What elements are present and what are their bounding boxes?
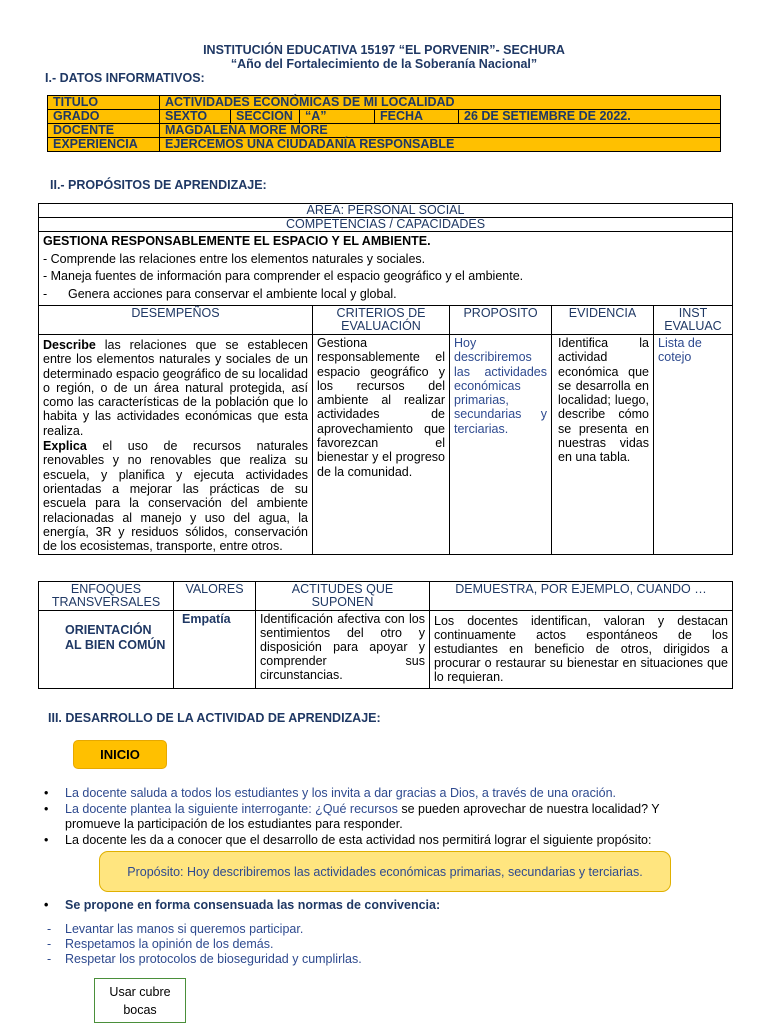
institution-title: INSTITUCIÓN EDUCATIVA 15197 “EL PORVENIR”- SECHURA [203,43,565,57]
bullet-icon: • [44,833,49,847]
info-value: MAGDALENA MORE MORE [160,124,721,138]
section-3-title: III. DESARROLLO DE LA ACTIVIDAD DE APRENDIZAJE: [48,711,381,725]
evidencia-cell: Identifica la actividad económica que se desarrolla en localidad; luego, describe cómo se presenta en nuestras vidas en una tabla. [552,335,654,555]
capacidad-item: - Comprende las relaciones entre los elementos naturales y sociales. [43,251,426,266]
area-header: AREA: PERSONAL SOCIAL [39,204,733,218]
criterio-cell: Gestiona responsablemente el espacio geográfico y los recursos del ambiente al realizar actividades de aprovechamiento que favorezcan el bienestar y el progreso de la comunidad. [313,335,450,555]
list-item [44,802,724,817]
normas-heading [44,898,441,913]
info-value: EJERCEMOS UNA CIUDADANÍA RESPONSABLE [160,138,721,152]
norma-text: Levantar las manos si queremos participar. [65,922,304,936]
year-motto: “Año del Fortalecimiento de la Soberanía Nacional” [230,57,538,71]
bullet-text: La docente les da a conocer que el desarrollo de esta actividad nos permitirá lograr el siguiente propósito: [65,833,652,847]
bullet-text: se pueden aprovechar de nuestra localidad? Y [397,802,660,816]
instrumento-cell: Lista de cotejo [654,335,733,555]
desempeno-verb: Explica [43,439,87,454]
col-inst: INST EVALUAC [654,306,733,335]
proposito-box: Propósito: Hoy describiremos las actividades económicas primarias, secundarias y terciarias. [99,851,671,892]
col-criterios: CRITERIOS DE EVALUACIÓN [313,306,450,335]
bullet-text: La docente saluda a todos los estudiantes y los invita a dar gracias a Dios, a través de una oración. [65,786,617,800]
info-label: FECHA [375,110,459,123]
desempeno-text: las relaciones que se establecen entre los elementos naturales y sociales de un determinado espacio geográfico de su localidad o región, o de un área natural protegida, así como las características de la población que lo habita y las actividades económicas que esta realiza. [43,338,308,438]
capacidad-item: - Maneja fuentes de información para comprender el espacio geográfico y el ambiente. [43,269,524,283]
enfoque-cell: ORIENTACIÓN AL BIEN COMÚN [39,611,174,689]
info-label: GRADO [48,110,160,124]
info-row-experiencia [48,138,721,152]
info-value: “A” [300,110,375,124]
info-label: DOCENTE [48,124,160,138]
desempeno-text: el uso de recursos naturales renovables y no renovables que realiza su escuela, y planifica y ejecuta actividades orientadas a mejorar las prácticas de su escuela para la conservación del ambiente relacionadas al manejo y uso del agua, la energía, 3R y residuos sólidos, conservación de los ecosistemas, transporte, entre otros. [43,439,308,554]
norma-text: Respetamos la opinión de los demás. [65,937,274,951]
competencias-header: COMPETENCIAS / CAPACIDADES [39,218,733,232]
list-item [44,833,734,848]
valor-cell: Empatía [174,611,256,689]
bullet-icon: • [44,786,49,800]
bullet-text: La docente plantea la siguiente interrogante: ¿Qué recursos [65,802,398,816]
col-proposito: PROPOSITO [450,306,552,335]
col-demuestra: DEMUESTRA, POR EJEMPLO, CUANDO … [430,582,733,611]
bullet-icon: • [44,802,49,816]
info-value: 26 DE SETIEMBRE DE 2022. [464,109,631,123]
info-table [47,95,721,152]
purposes-table [38,203,733,555]
norma-item: - Levantar las manos si queremos participar. [47,922,304,936]
col-evidencia: EVIDENCIA [552,306,654,335]
enfoques-table [38,581,733,689]
bullet-icon: • [44,898,49,912]
section-1-title: I.- DATOS INFORMATIVOS: [45,71,205,85]
norma-item: - Respetamos la opinión de los demás. [47,937,274,951]
norma-item: - Respetar los protocolos de bioseguridad y cumplirlas. [47,952,362,966]
col-actitudes: ACTITUDES QUE SUPONEN [256,582,430,611]
list-item [44,786,617,801]
info-label: EXPERIENCIA [48,138,160,152]
desempeno-verb: Describe [43,338,96,352]
col-enfoques: ENFOQUES TRANSVERSALES [39,582,174,611]
col-desempenos: DESEMPEÑOS [39,306,313,335]
actitud-cell: Identificación afectiva con los sentimientos del otro y disposición para apoyar y comprender sus circunstancias. [256,611,430,689]
normas-title: Se propone en forma consensuada las normas de convivencia: [65,898,441,912]
proposito-cell: Hoy describiremos las actividades económicas primarias, secundarias y terciarias. [450,335,552,555]
norma-text: Respetar los protocolos de bioseguridad y cumplirlas. [65,952,362,966]
col-valores: VALORES [174,582,256,611]
inicio-label: INICIO [73,740,167,769]
desempenos-cell [39,335,313,555]
fecha-cell [375,110,721,124]
info-row-docente [48,124,721,138]
info-label: SECCION [231,110,300,124]
info-label: TITULO [48,96,160,110]
demuestra-cell: Los docentes identifican, valoran y destacan continuamente actos espontáneos de los estudiantes en beneficio de otros, dirigidos a procurar o restaurar su bienestar en situaciones que lo requieran. [430,611,733,689]
info-row-grado [48,110,721,124]
competencia-block [39,232,733,306]
info-value: SEXTO [160,110,231,124]
capacidad-item: - Genera acciones para conservar el ambiente local y global. [43,286,397,301]
competencia-title: GESTIONA RESPONSABLEMENTE EL ESPACIO Y EL AMBIENTE. [43,234,431,248]
info-row-titulo [48,96,721,110]
norma-card: Usar cubre bocas [94,978,186,1023]
info-value: ACTIVIDADES ECONÓMICAS DE MI LOCALIDAD [160,96,721,110]
section-2-title: II.- PROPÓSITOS DE APRENDIZAJE: [50,178,267,192]
bullet-continuation: promueve la participación de los estudiantes para responder. [65,817,403,831]
